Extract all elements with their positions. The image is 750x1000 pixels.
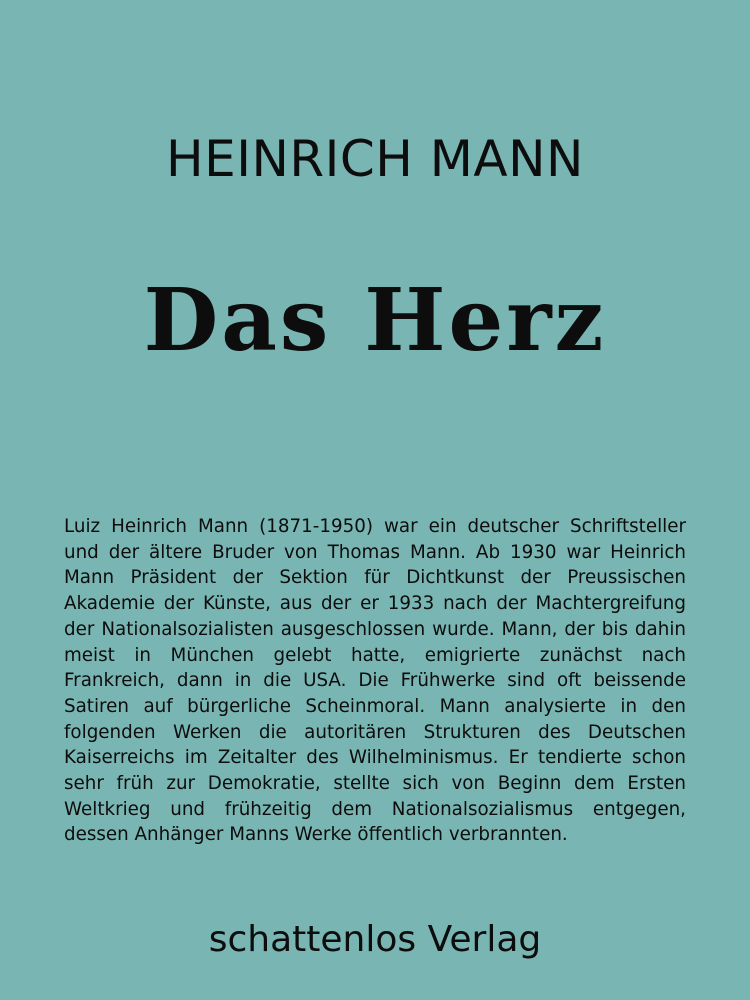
author-name: HEINRICH MANN [166,130,584,188]
book-title: Das Herz [143,270,607,371]
publisher-name: schattenlos Verlag [208,919,542,960]
author-biography: Luiz Heinrich Mann (1871-1950) war ein deutscher Schriftsteller und der ältere Bruder von Thomas Mann. Ab 1930 war Heinrich Mann Präsident der Sektion für Dichtkunst der Preussischen Akademie der Künste, aus der er 1933 nach der Machtergreifung der Nationalsozialisten ausgeschlossen wurde. Mann, der bis dahin meist in München gelebt hatte, emigrierte zunächst nach Frankreich, dann in die USA. Die Frühwerke sind oft beissende Satiren auf bürgerliche Scheinmoral. Mann analysierte in den folgenden Werken die autoritären Strukturen des Deutschen Kaiserreichs im Zeitalter des Wilhelminismus. Er tendierte schon sehr früh zur Demokratie, stellte sich von Beginn dem Ersten Weltkrieg und frühzeitig dem Nationalsozialismus entgegen, dessen Anhänger Manns Werke öffentlich verbrannten. [64,516,686,846]
